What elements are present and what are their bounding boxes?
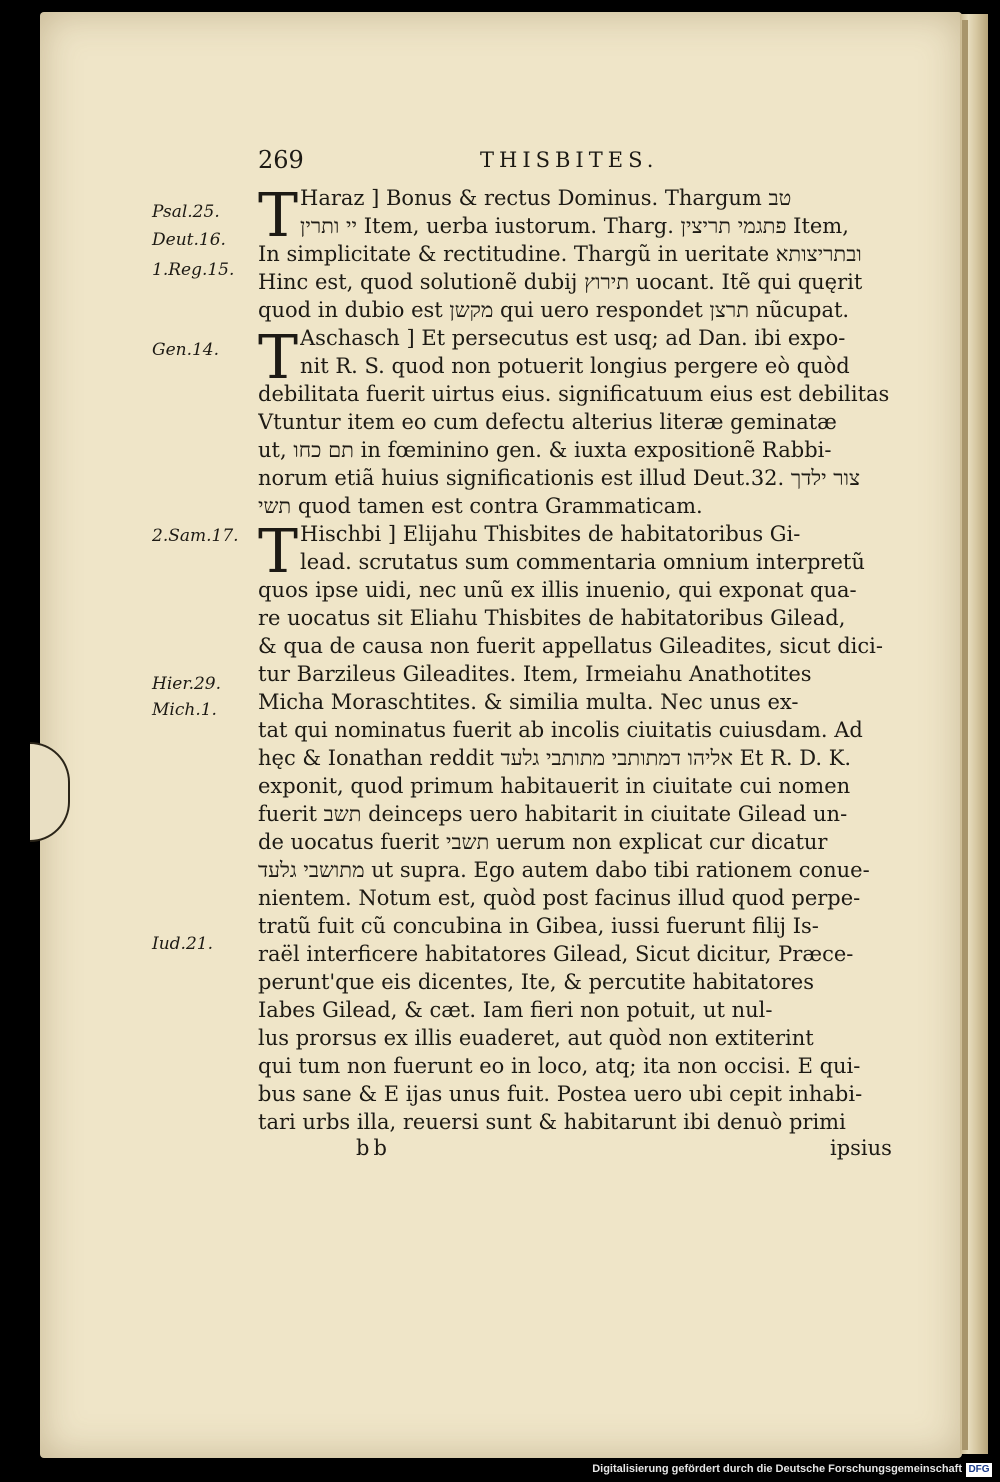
text-line: ut, תם כחו in fœminino gen. & iuxta expositionẽ Rabbi- xyxy=(258,438,832,462)
text-line: lead. scrutatus sum commentaria omnium interpretũ xyxy=(300,550,865,574)
text-line: תשי quod tamen est contra Grammaticam. xyxy=(258,494,703,518)
text-line: perunt'que eis dicentes, Ite, & percutite habitatores xyxy=(258,970,814,994)
text-line: מתושבי גלעד ut supra. Ego autem dabo tibi rationem conue- xyxy=(258,858,870,882)
text-line: qui tum non fuerunt eo in loco, atq; ita non occisi. E qui- xyxy=(258,1054,861,1078)
text-line: tratũ fuit cũ concubina in Gibea, iussi fuerunt filij Is- xyxy=(258,914,819,938)
text-line: norum etiã huius significationis est illud Deut.32. צור ילדך xyxy=(258,466,861,490)
text-line: nit R. S. quod non potuerit longius pergere eò quòd xyxy=(300,354,850,378)
text-line: & qua de causa non fuerit appellatus Gileadites, sicut dici- xyxy=(258,634,883,658)
margin-note: Iud.21. xyxy=(152,934,213,954)
text-line: re uocatus sit Eliahu Thisbites de habitatoribus Gilead, xyxy=(258,606,846,630)
text-line: quos ipse uidi, nec unũ ex illis inuenio, qui exponat qua- xyxy=(258,578,857,602)
text-line: tari urbs illa, reuersi sunt & habitarunt ibi denuò primi xyxy=(258,1110,846,1134)
text-line: Aschasch ] Et persecutus est usq; ad Dan. ibi expo- xyxy=(300,326,846,350)
text-line: lus prorsus ex illis euaderet, aut quòd non extiterint xyxy=(258,1026,814,1050)
text-line: Vtuntur item eo cum defectu alterius literæ geminatæ xyxy=(258,410,837,434)
text-line: bus sane & E ijas unus fuit. Postea uero ubi cepit inhabi- xyxy=(258,1082,863,1106)
drop-cap: T xyxy=(258,517,299,587)
margin-note: Gen.14. xyxy=(152,340,220,360)
text-line: exponit, quod primum habitauerit in ciuitate cui nomen xyxy=(258,774,851,798)
page-header xyxy=(258,146,908,180)
text-line: Hinc est, quod solutionẽ dubij תירוץ uocant. Itẽ qui quęrit xyxy=(258,270,863,294)
margin-note: 2.Sam.17. xyxy=(152,526,239,546)
text-line: Hischbi ] Elijahu Thisbites de habitatoribus Gi- xyxy=(300,522,801,546)
margin-note: Mich.1. xyxy=(152,700,217,720)
margin-note: Psal.25. xyxy=(152,202,220,222)
text-line: raël interficere habitatores Gilead, Sicut dicitur, Præce- xyxy=(258,942,854,966)
page-number: 269 xyxy=(258,146,304,174)
text-line: In simplicitate & rectitudine. Thargũ in ueritate ובתריצותא xyxy=(258,242,862,266)
text-line: hęc & Ionathan reddit אליהו דמתותבי מתותבי גלעד Et R. D. K. xyxy=(258,746,852,770)
margin-note: 1.Reg.15. xyxy=(152,260,235,280)
running-title: THISBITES. xyxy=(480,148,659,172)
drop-cap: T xyxy=(258,181,299,251)
footer-credit: Digitalisierung gefördert durch die Deutsche Forschungsgemeinschaft xyxy=(592,1463,962,1475)
text-line: Haraz ] Bonus & rectus Dominus. Thargum טב xyxy=(300,186,792,210)
text-line: Micha Moraschtites. & similia multa. Nec unus ex- xyxy=(258,690,799,714)
text-line: tat qui nominatus fuerit ab incolis ciuitatis cuiusdam. Ad xyxy=(258,718,863,742)
dfg-logo: DFG xyxy=(966,1463,992,1477)
margin-note: Deut.16. xyxy=(152,230,226,250)
text-line: quod in dubio est מקשן qui uero respondet תרצן nũcupat. xyxy=(258,298,850,322)
drop-cap: T xyxy=(258,323,299,393)
margin-note: Hier.29. xyxy=(152,674,222,694)
text-line: de uocatus fuerit תשבי uerum non explicat cur dicatur xyxy=(258,830,828,854)
text-line: Iabes Gilead, & cæt. Iam fieri non potuit, ut nul- xyxy=(258,998,773,1022)
catchword: ipsius xyxy=(830,1136,892,1160)
text-line: fuerit תשב deinceps uero habitarit in ciuitate Gilead un- xyxy=(258,802,848,826)
signature-mark: bb xyxy=(356,1136,391,1160)
text-line: nientem. Notum est, quòd post facinus illud quod perpe- xyxy=(258,886,861,910)
text-line: debilitata fuerit uirtus eius. significatuum eius est debilitas xyxy=(258,382,890,406)
page-edge-strip xyxy=(962,20,968,1450)
text-line: tur Barzileus Gileadites. Item, Irmeiahu Anathotites xyxy=(258,662,812,686)
text-line: יי ותרין Item, uerba iustorum. Tharg. פתגמי תריצין Item, xyxy=(300,214,849,238)
